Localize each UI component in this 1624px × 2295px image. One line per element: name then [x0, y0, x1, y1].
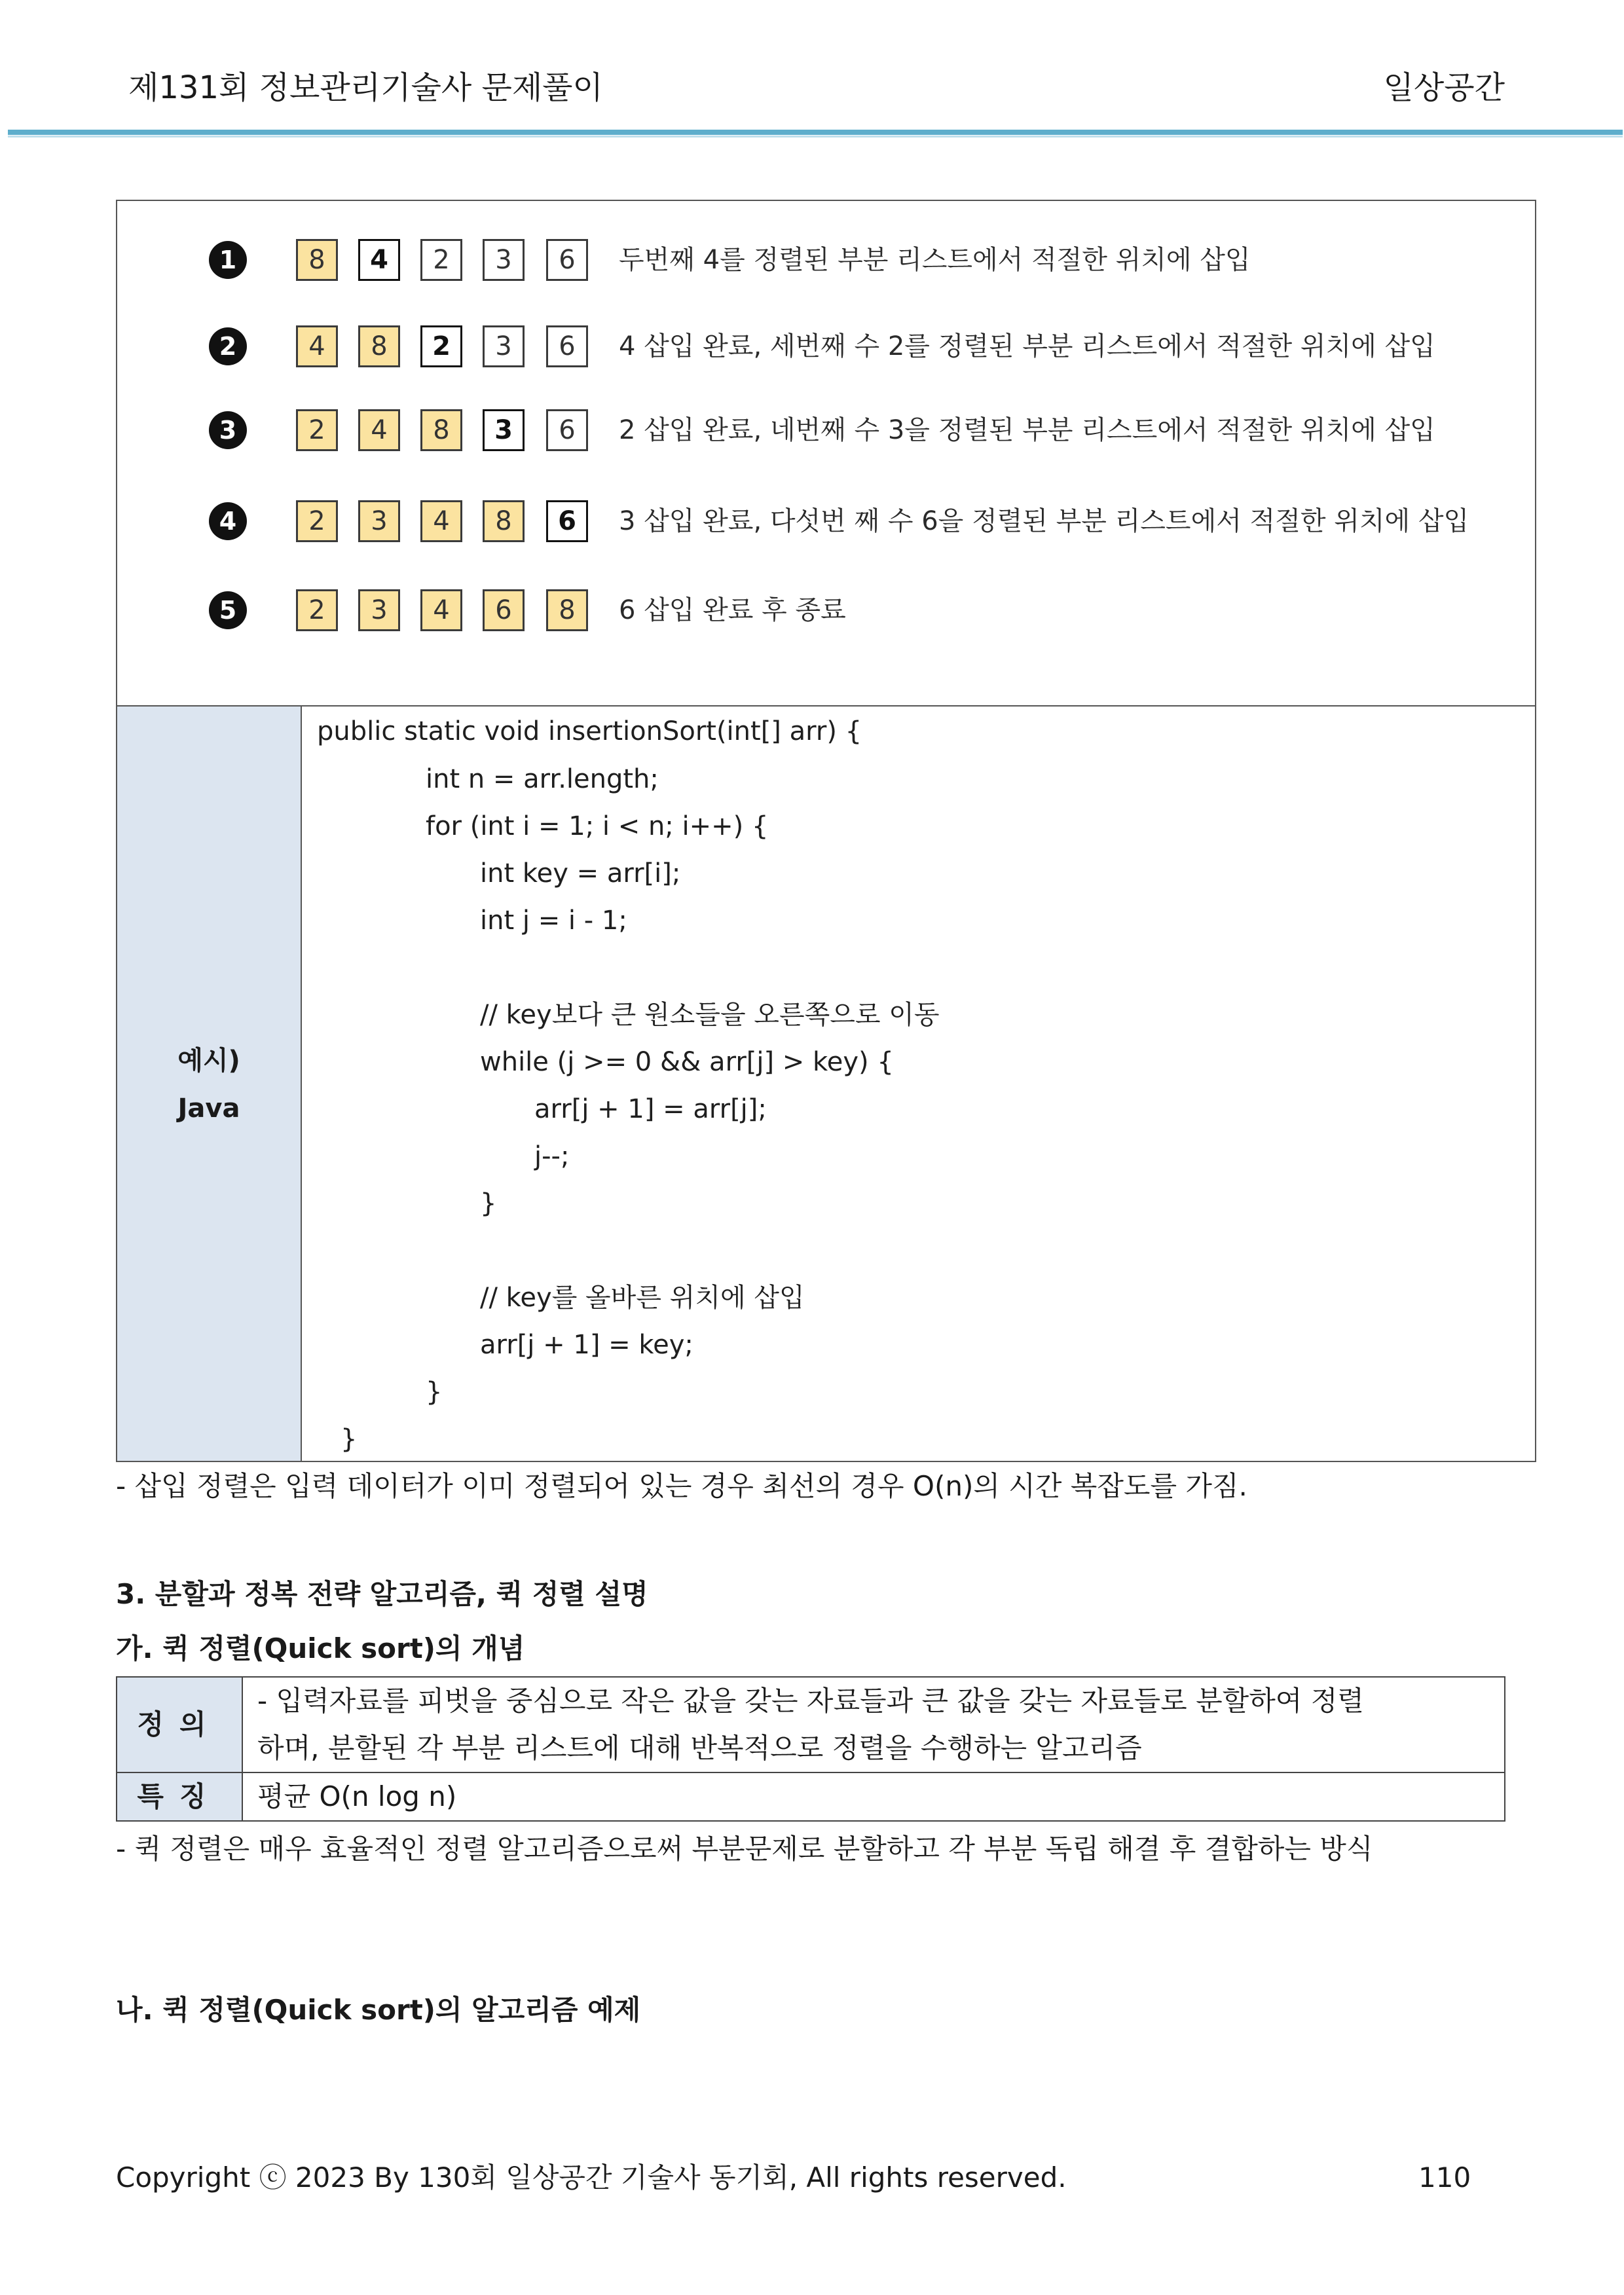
- step-description: 3 삽입 완료, 다섯번 째 수 6을 정렬된 부분 리스트에서 적절한 위치에 삽입: [619, 506, 1469, 536]
- array-cell: 3: [483, 239, 525, 281]
- document-header-title: 제131회 정보관리기술사 문제풀이: [128, 69, 603, 106]
- example-label-line2: Java: [177, 1093, 240, 1124]
- code-line: int key = arr[i];: [480, 858, 681, 889]
- array-cell: 2: [296, 589, 338, 631]
- example-label-line1: 예시): [177, 1046, 240, 1076]
- code-line: }: [480, 1188, 497, 1219]
- step-description: 6 삽입 완료 후 종료: [619, 595, 846, 625]
- definition-text: [242, 1677, 1505, 1772]
- table-row-feature: [117, 1772, 1505, 1821]
- array-cell: 6: [546, 500, 588, 542]
- quick-sort-note: - 퀵 정렬은 매우 효율적인 정렬 알고리즘으로써 부분문제로 분할하고 각 부분 독립 해결 후 결합하는 방식: [116, 1833, 1373, 1865]
- array-cell: 3: [358, 589, 400, 631]
- array-cell: 6: [546, 409, 588, 451]
- example-label-border: [301, 707, 302, 1461]
- definition-line-1: - 입력자료를 피벗을 중심으로 작은 값을 갖는 자료들과 큰 값을 갖는 자료들로 분할하여 정렬: [257, 1685, 1364, 1717]
- array-cell: 2: [420, 325, 462, 367]
- array-cell: 8: [296, 239, 338, 281]
- code-line: }: [426, 1377, 443, 1407]
- code-line: }: [341, 1424, 358, 1454]
- figure-divider: [116, 705, 1536, 707]
- array-cell: 8: [358, 325, 400, 367]
- array-cell: 6: [546, 325, 588, 367]
- array-cell: 4: [296, 325, 338, 367]
- code-line: arr[j + 1] = key;: [480, 1330, 693, 1360]
- section-3-heading: 3. 분할과 정복 전략 알고리즘, 퀵 정렬 설명: [116, 1578, 648, 1610]
- header-divider: [8, 130, 1623, 135]
- step-description: 두번째 4를 정렬된 부분 리스트에서 적절한 위치에 삽입: [619, 245, 1251, 275]
- array-cell: 4: [420, 589, 462, 631]
- array-cell: 2: [296, 409, 338, 451]
- subsection-na-heading: 나. 퀵 정렬(Quick sort)의 알고리즘 예제: [116, 1994, 641, 2026]
- definition-line-2: 하며, 분할된 각 부분 리스트에 대해 반복적으로 정렬을 수행하는 알고리즘: [257, 1732, 1142, 1764]
- step-number-badge: 5: [209, 591, 247, 629]
- array-cell: 8: [420, 409, 462, 451]
- code-line: arr[j + 1] = arr[j];: [534, 1094, 767, 1124]
- subsection-ga-heading: 가. 퀵 정렬(Quick sort)의 개념: [116, 1632, 525, 1664]
- array-cell: 3: [483, 409, 525, 451]
- step-description: 4 삽입 완료, 세번째 수 2를 정렬된 부분 리스트에서 적절한 위치에 삽입: [619, 331, 1435, 361]
- footer-copyright: Copyright ⓒ 2023 By 130회 일상공간 기술사 동기회, All rights reserved.: [116, 2161, 1067, 2194]
- header-divider-shadow: [8, 136, 1623, 138]
- step-number-badge: 1: [209, 241, 247, 279]
- code-line: int j = i - 1;: [480, 906, 627, 936]
- code-line: while (j >= 0 && arr[j] > key) {: [480, 1047, 894, 1077]
- code-line: // key를 올바른 위치에 삽입: [480, 1283, 805, 1313]
- array-cell: 2: [296, 500, 338, 542]
- quick-sort-concept-table: [116, 1676, 1505, 1822]
- array-cell: 4: [420, 500, 462, 542]
- code-line: j--;: [534, 1141, 570, 1171]
- array-cell: 8: [546, 589, 588, 631]
- array-cell: 3: [358, 500, 400, 542]
- step-number-badge: 2: [209, 327, 247, 365]
- code-line: public static void insertionSort(int[] arr) {: [317, 716, 862, 746]
- insertion-sort-note: - 삽입 정렬은 입력 데이터가 이미 정렬되어 있는 경우 최선의 경우 O(n)의 시간 복잡도를 가짐.: [116, 1470, 1247, 1502]
- array-cell: 2: [420, 239, 462, 281]
- footer-page-number: 110: [1418, 2161, 1471, 2194]
- code-line: for (int i = 1; i < n; i++) {: [426, 811, 769, 841]
- insertion-sort-figure-box: [116, 200, 1536, 1462]
- table-row-definition: [117, 1677, 1505, 1772]
- step-description: 2 삽입 완료, 네번째 수 3을 정렬된 부분 리스트에서 적절한 위치에 삽입: [619, 415, 1435, 445]
- step-number-badge: 3: [209, 411, 247, 449]
- document-header-brand: 일상공간: [1383, 69, 1505, 106]
- array-cell: 6: [483, 589, 525, 631]
- array-cell: 8: [483, 500, 525, 542]
- definition-label: 정의: [117, 1677, 242, 1772]
- feature-text: 평균 O(n log n): [242, 1772, 1505, 1821]
- array-cell: 4: [358, 239, 400, 281]
- code-line: int n = arr.length;: [426, 764, 659, 794]
- array-cell: 4: [358, 409, 400, 451]
- feature-label: 특징: [117, 1772, 242, 1821]
- array-cell: 3: [483, 325, 525, 367]
- example-label-cell: [117, 707, 301, 1461]
- array-cell: 6: [546, 239, 588, 281]
- step-number-badge: 4: [209, 502, 247, 540]
- code-line: // key보다 큰 원소들을 오른쪽으로 이동: [480, 1000, 940, 1030]
